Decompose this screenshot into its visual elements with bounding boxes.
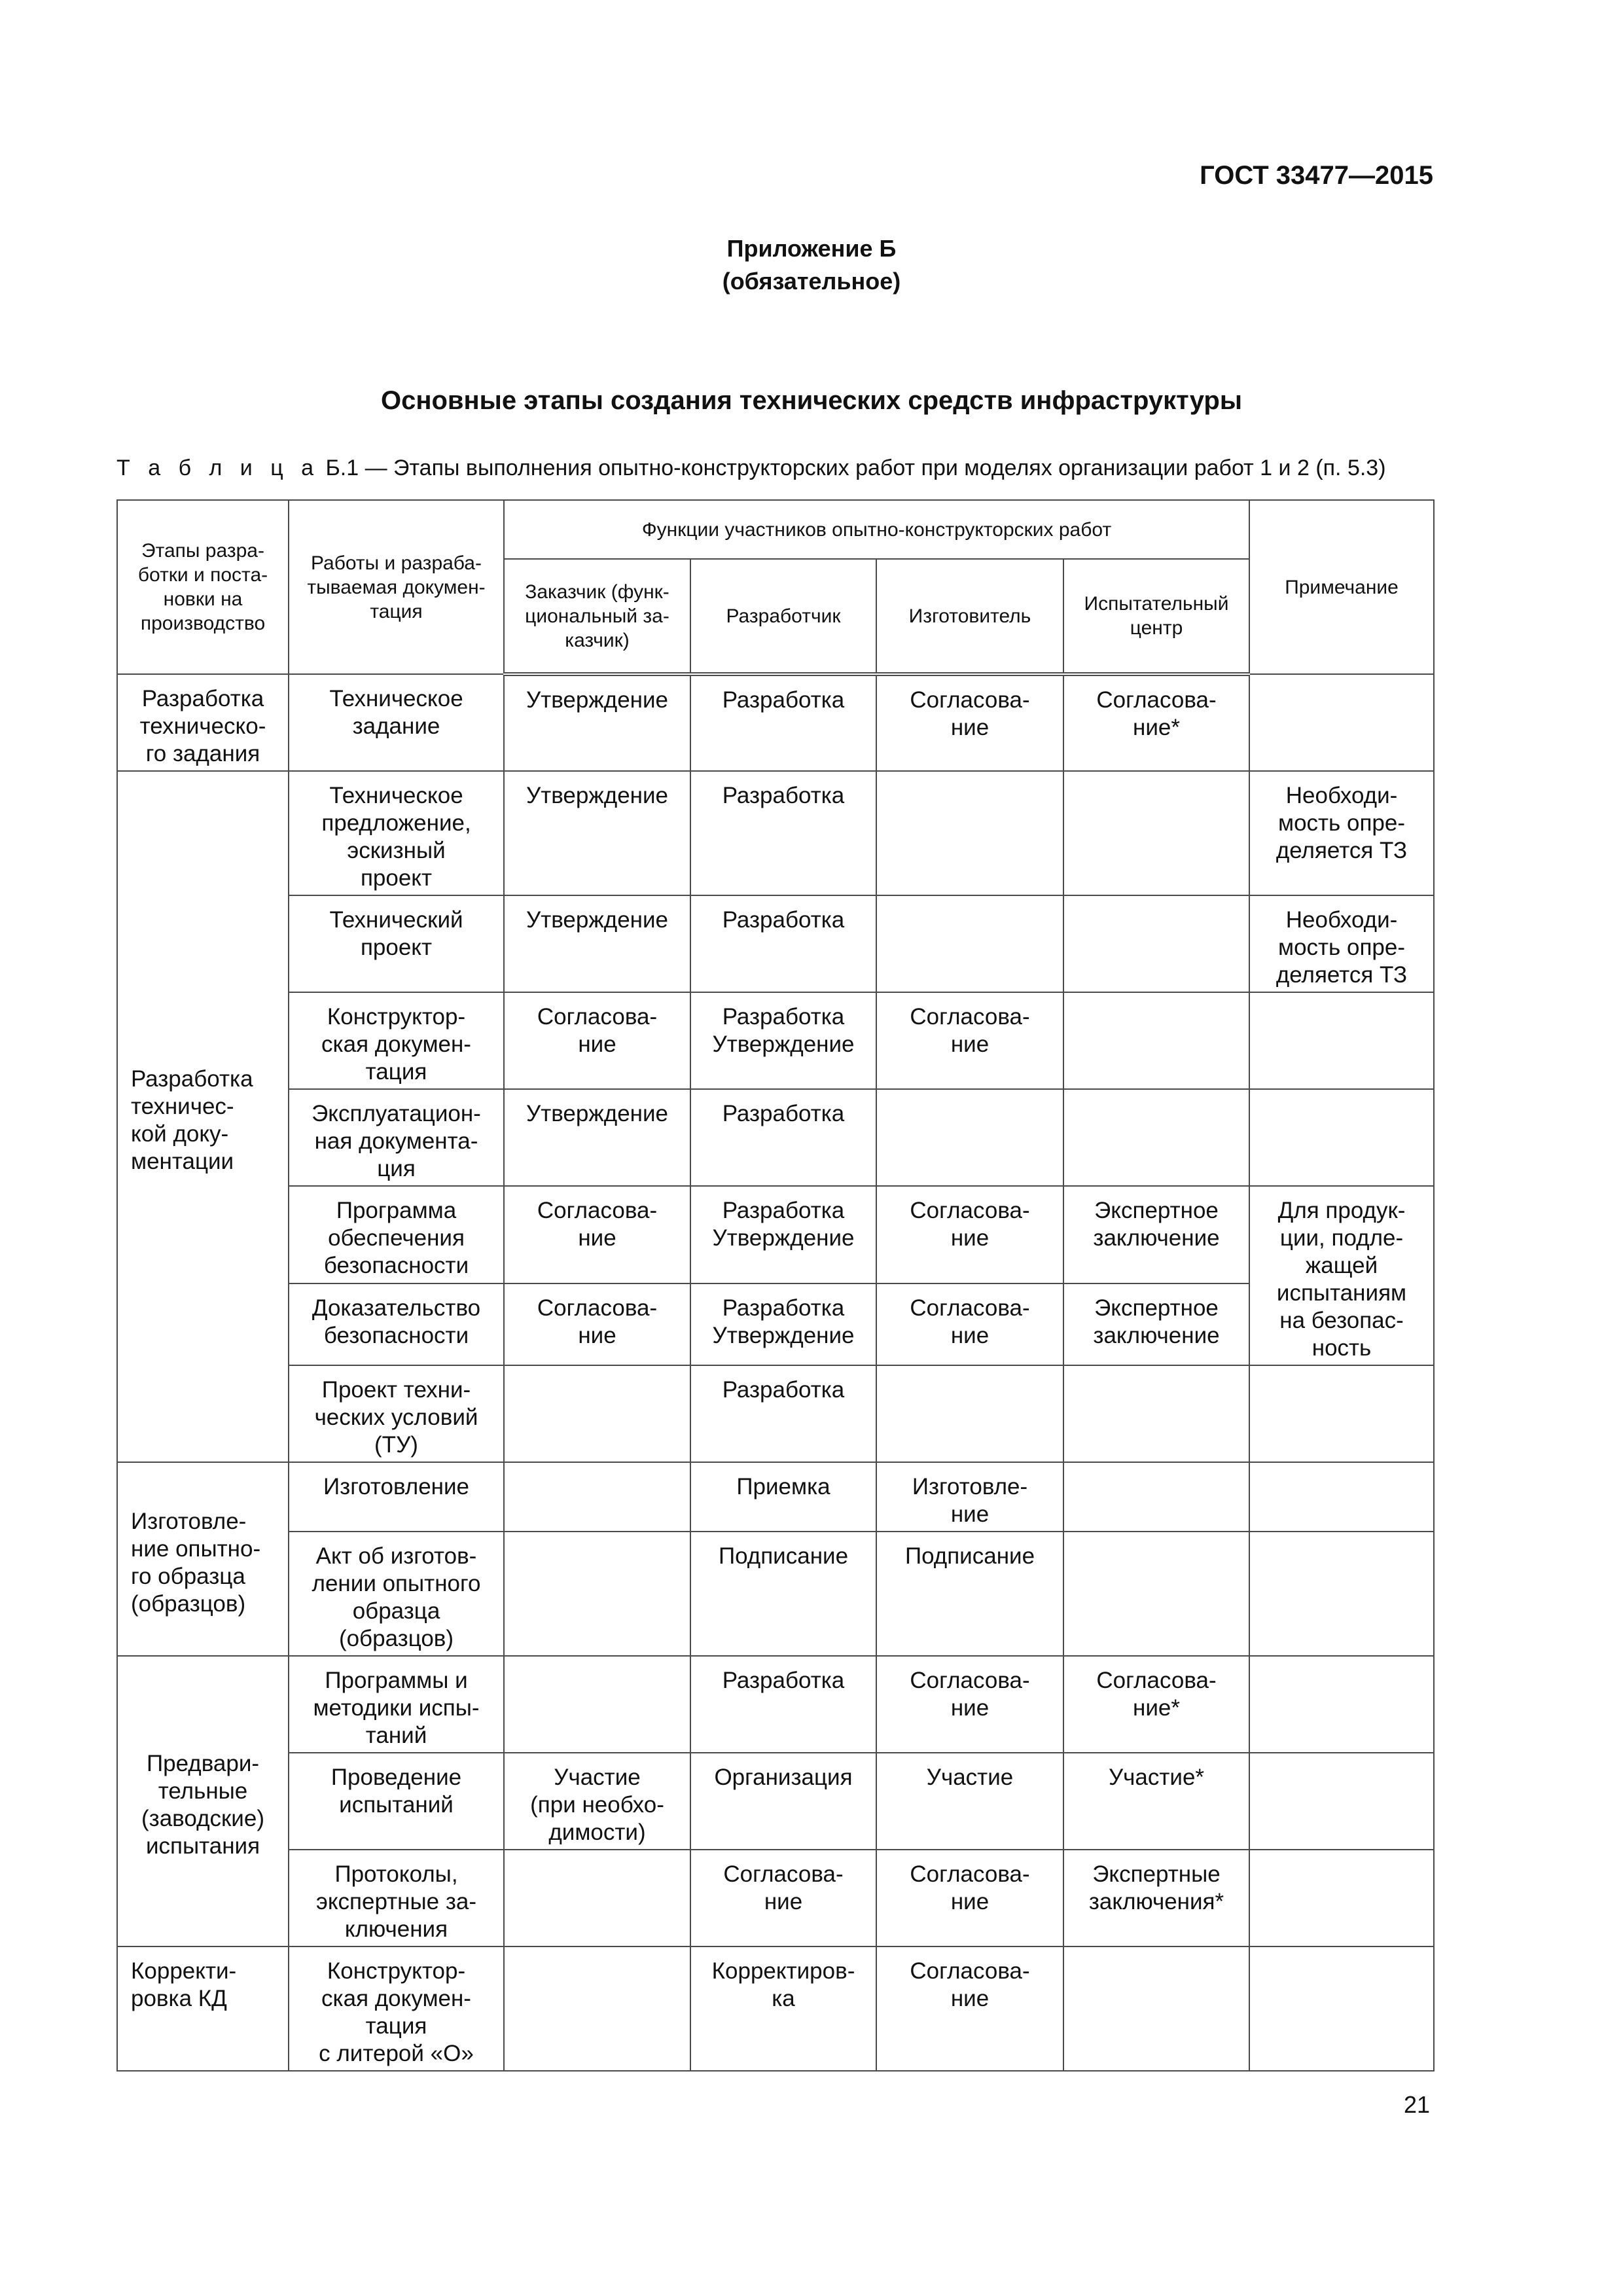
header-developer: Разработчик xyxy=(690,559,876,674)
cell-note xyxy=(1249,1656,1434,1753)
cell-test-center: Участие* xyxy=(1063,1753,1249,1850)
page-title: Основные этапы создания технических средств инфраструктуры xyxy=(380,386,1243,415)
cell-test-center: Согласова- ние* xyxy=(1063,1656,1249,1753)
cell-developer: Организация xyxy=(690,1753,876,1850)
cell-customer: Утверждение xyxy=(504,674,690,771)
annex-status: (обязательное) xyxy=(722,268,901,295)
cell-customer: Согласова- ние xyxy=(504,1186,690,1283)
cell-note: Необходи- мость опре- деляется ТЗ xyxy=(1249,895,1434,992)
cell-customer: Утверждение xyxy=(504,1089,690,1186)
table-row xyxy=(117,1532,1434,1656)
cell-customer: Утверждение xyxy=(504,771,690,895)
cell-test-center: Экспертное заключение xyxy=(1063,1283,1249,1365)
cell-note xyxy=(1249,1850,1434,1946)
cell-manufacturer: Согласова- ние xyxy=(876,1186,1063,1283)
cell-work: Конструктор- ская докумен- тация xyxy=(289,992,504,1089)
cell-customer xyxy=(504,1365,690,1462)
cell-note: Для продук- ции, подле- жащей испытаниям на безопас- ность xyxy=(1249,1186,1434,1365)
cell-note xyxy=(1249,1365,1434,1462)
cell-developer: Подписание xyxy=(690,1532,876,1656)
cell-test-center xyxy=(1063,1462,1249,1532)
cell-developer: Разработка Утверждение xyxy=(690,992,876,1089)
header-manufacturer: Изготовитель xyxy=(876,559,1063,674)
cell-developer: Разработка Утверждение xyxy=(690,1283,876,1365)
cell-stage: Предвари- тельные (заводские) испытания xyxy=(117,1656,289,1946)
table-row xyxy=(117,895,1434,992)
cell-work: Протоколы, экспертные за- ключения xyxy=(289,1850,504,1946)
cell-customer: Согласова- ние xyxy=(504,992,690,1089)
header-customer: Заказчик (функ- циональный за- казчик) xyxy=(504,559,690,674)
table-caption-text: Б.1 — Этапы выполнения опытно-конструкторских работ при моделях организации работ 1 и 2 (п. 5.3) xyxy=(319,456,1386,480)
cell-customer: Участие (при необхо- димости) xyxy=(504,1753,690,1850)
table-row xyxy=(117,1283,1434,1365)
cell-work: Проведение испытаний xyxy=(289,1753,504,1850)
cell-test-center xyxy=(1063,1089,1249,1186)
cell-test-center: Экспертное заключение xyxy=(1063,1186,1249,1283)
cell-test-center: Согласова- ние* xyxy=(1063,674,1249,771)
cell-note xyxy=(1249,1089,1434,1186)
cell-manufacturer: Согласова- ние xyxy=(876,1946,1063,2071)
cell-note xyxy=(1249,674,1434,771)
cell-manufacturer: Подписание xyxy=(876,1532,1063,1656)
table-row xyxy=(117,771,1434,895)
cell-developer: Разработка xyxy=(690,895,876,992)
table-caption xyxy=(116,456,1386,481)
cell-stage: Изготовле- ние опытно- го образца (образцов) xyxy=(117,1462,289,1656)
cell-developer: Корректиров- ка xyxy=(690,1946,876,2071)
cell-developer: Разработка xyxy=(690,1365,876,1462)
cell-manufacturer: Изготовле- ние xyxy=(876,1462,1063,1532)
cell-test-center xyxy=(1063,1946,1249,2071)
table-row xyxy=(117,1753,1434,1850)
annex-title: Приложение Б xyxy=(726,235,897,262)
table-row xyxy=(117,1850,1434,1946)
annex-heading xyxy=(0,232,1623,298)
header-functions: Функции участников опытно-конструкторских работ xyxy=(504,500,1249,559)
cell-developer: Разработка Утверждение xyxy=(690,1186,876,1283)
cell-customer: Согласова- ние xyxy=(504,1283,690,1365)
cell-manufacturer xyxy=(876,895,1063,992)
cell-work: Изготовление xyxy=(289,1462,504,1532)
table-row xyxy=(117,1462,1434,1532)
cell-note xyxy=(1249,1946,1434,2071)
table-row xyxy=(117,1186,1434,1283)
cell-manufacturer: Согласова- ние xyxy=(876,992,1063,1089)
cell-work: Техническое предложение, эскизный проект xyxy=(289,771,504,895)
table-row xyxy=(117,1089,1434,1186)
cell-work: Программа обеспечения безопасности xyxy=(289,1186,504,1283)
cell-note: Необходи- мость опре- деляется ТЗ xyxy=(1249,771,1434,895)
cell-test-center: Экспертные заключения* xyxy=(1063,1850,1249,1946)
cell-manufacturer xyxy=(876,771,1063,895)
cell-test-center xyxy=(1063,1532,1249,1656)
cell-developer: Согласова- ние xyxy=(690,1850,876,1946)
cell-manufacturer xyxy=(876,1089,1063,1186)
cell-note xyxy=(1249,1532,1434,1656)
cell-test-center xyxy=(1063,1365,1249,1462)
cell-customer xyxy=(504,1532,690,1656)
table-row xyxy=(117,992,1434,1089)
cell-developer: Приемка xyxy=(690,1462,876,1532)
cell-customer xyxy=(504,1850,690,1946)
table-header-row xyxy=(117,500,1434,559)
cell-work: Акт об изготов- лении опытного образца (образцов) xyxy=(289,1532,504,1656)
cell-work: Эксплуатацион- ная документа- ция xyxy=(289,1089,504,1186)
cell-work: Техническое задание xyxy=(289,674,504,771)
table-caption-prefix: Т а б л и ц а xyxy=(116,456,320,480)
cell-manufacturer: Согласова- ние xyxy=(876,674,1063,771)
cell-note xyxy=(1249,992,1434,1089)
cell-manufacturer: Согласова- ние xyxy=(876,1283,1063,1365)
cell-test-center xyxy=(1063,771,1249,895)
cell-work: Проект техни- ческих условий (ТУ) xyxy=(289,1365,504,1462)
cell-customer xyxy=(504,1946,690,2071)
header-stage: Этапы разра- ботки и поста- новки на производство xyxy=(117,500,289,674)
cell-work: Доказательство безопасности xyxy=(289,1283,504,1365)
table-row xyxy=(117,1365,1434,1462)
cell-stage: Разработка техничес- кой доку- ментации xyxy=(117,771,289,1462)
cell-test-center xyxy=(1063,895,1249,992)
cell-developer: Разработка xyxy=(690,1089,876,1186)
cell-customer: Утверждение xyxy=(504,895,690,992)
document-code: ГОСТ 33477—2015 xyxy=(1200,161,1433,190)
cell-manufacturer: Участие xyxy=(876,1753,1063,1850)
table-row xyxy=(117,1946,1434,2071)
header-note: Примечание xyxy=(1249,500,1434,674)
cell-note xyxy=(1249,1753,1434,1850)
cell-work: Технический проект xyxy=(289,895,504,992)
cell-customer xyxy=(504,1462,690,1532)
cell-customer xyxy=(504,1656,690,1753)
header-works: Работы и разраба- тываемая докумен- тация xyxy=(289,500,504,674)
cell-manufacturer: Согласова- ние xyxy=(876,1850,1063,1946)
table-row xyxy=(117,674,1434,771)
cell-manufacturer xyxy=(876,1365,1063,1462)
cell-stage: Разработка техническо- го задания xyxy=(117,674,289,771)
cell-developer: Разработка xyxy=(690,1656,876,1753)
table-row xyxy=(117,1656,1434,1753)
cell-test-center xyxy=(1063,992,1249,1089)
stages-table xyxy=(116,499,1435,2072)
cell-developer: Разработка xyxy=(690,674,876,771)
cell-work: Программы и методики испы- таний xyxy=(289,1656,504,1753)
cell-manufacturer: Согласова- ние xyxy=(876,1656,1063,1753)
header-test-center: Испытательный центр xyxy=(1063,559,1249,674)
cell-stage: Корректи- ровка КД xyxy=(117,1946,289,2071)
page-number: 21 xyxy=(1403,2091,1430,2118)
cell-work: Конструктор- ская докумен- тация с литерой «О» xyxy=(289,1946,504,2071)
cell-note xyxy=(1249,1462,1434,1532)
cell-developer: Разработка xyxy=(690,771,876,895)
